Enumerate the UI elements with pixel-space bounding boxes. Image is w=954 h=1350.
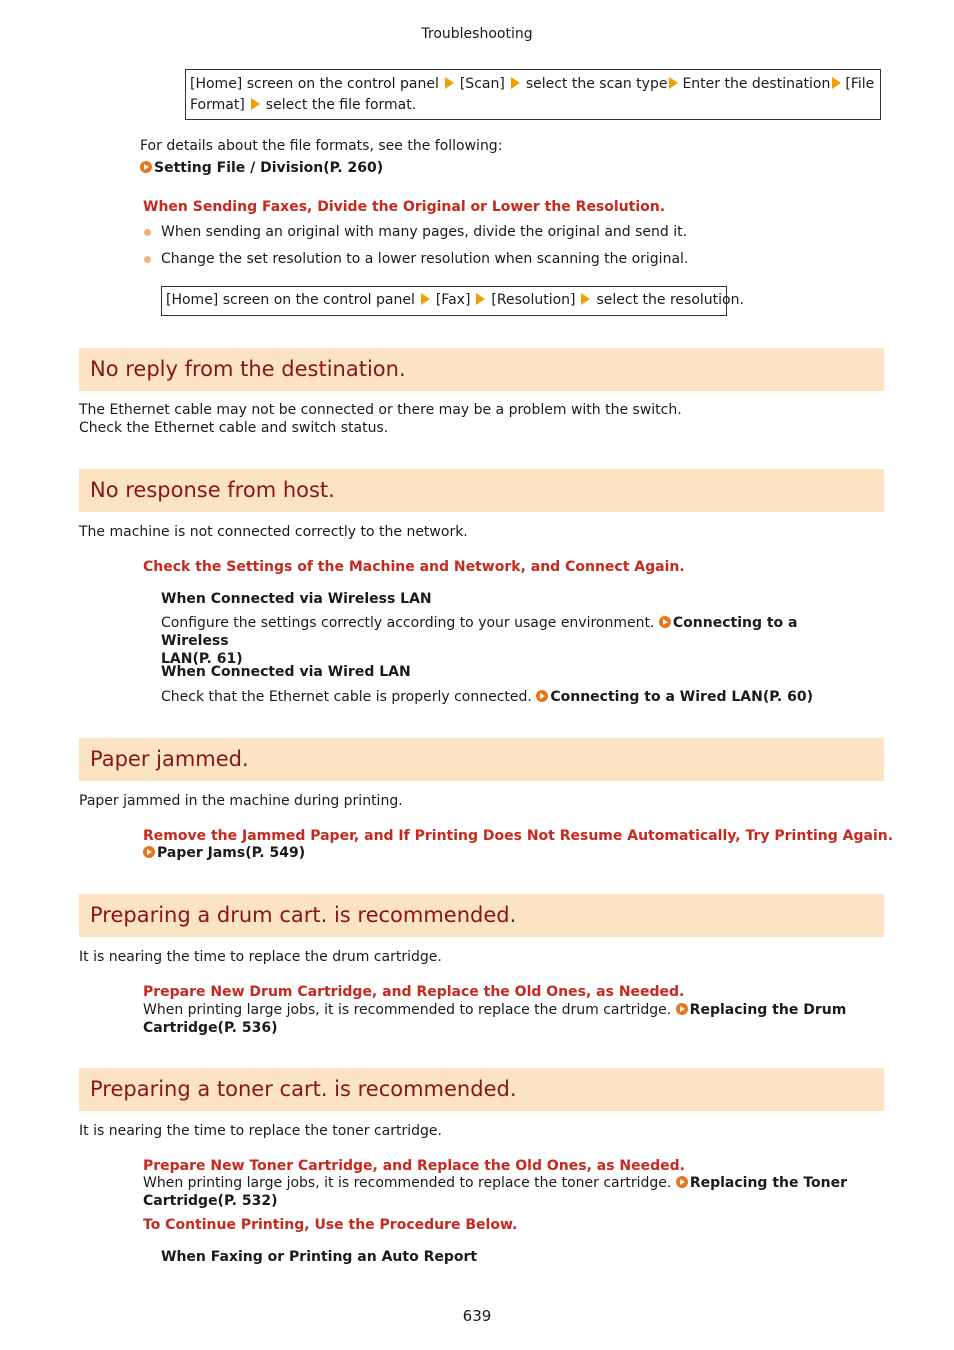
fax-heading: When Sending Faxes, Divide the Original or Lower the Resolution. (143, 199, 666, 215)
path-scan: [Scan] (459, 76, 505, 92)
link-label: Replacing the Drum (689, 1002, 847, 1018)
continue-printing-heading: To Continue Printing, Use the Procedure Below. (143, 1217, 518, 1233)
no-response-heading: Check the Settings of the Machine and Network, and Connect Again. (143, 559, 685, 575)
section-band-paper-jammed (79, 738, 884, 781)
drum-text: It is nearing the time to replace the drum cartridge. (79, 949, 442, 965)
link-label: Replacing the Toner (689, 1175, 848, 1191)
replacing-drum-link-cont[interactable]: Cartridge(P. 536) (143, 1020, 278, 1036)
link-arrow-icon (140, 161, 152, 173)
wireless-lan-text (161, 614, 861, 668)
path-fax: [Fax] (435, 292, 471, 308)
replacing-toner-link-cont[interactable]: Cartridge(P. 532) (143, 1193, 278, 1209)
arrow-right-icon (251, 98, 260, 110)
page-number: 639 (462, 1307, 492, 1325)
toner-body-text: When printing large jobs, it is recommended to replace the toner cartridge. (143, 1175, 672, 1191)
section-title: Preparing a drum cart. is recommended. (90, 903, 517, 927)
path-home: [Home] screen on the control panel (190, 76, 439, 92)
link-label: Connecting to a Wireless (161, 615, 798, 649)
paper-jams-link[interactable] (143, 844, 305, 862)
wireless-lan-link-cont[interactable]: LAN(P. 61) (161, 651, 243, 667)
wireless-lan-title: When Connected via Wireless LAN (161, 591, 432, 607)
path-home: [Home] screen on the control panel (166, 292, 415, 308)
arrow-right-icon (581, 293, 590, 305)
path-file-2: Format] (190, 97, 245, 113)
paper-jammed-heading: Remove the Jammed Paper, and If Printing Does Not Resume Automatically, Try Printing Again. (143, 828, 894, 844)
wired-text: Check that the Ethernet cable is properly connected. (161, 689, 532, 705)
section-band-drum (79, 894, 884, 937)
toner-heading: Prepare New Toner Cartridge, and Replace the Old Ones, as Needed. (143, 1158, 685, 1174)
section-band-no-response (79, 469, 884, 512)
toner-body (143, 1174, 863, 1210)
section-title: Paper jammed. (90, 747, 249, 771)
arrow-right-icon (669, 77, 678, 89)
fax-bullet-1: When sending an original with many pages, divide the original and send it. (161, 224, 688, 240)
fax-resolution-path-box (161, 286, 744, 316)
arrow-right-icon (476, 293, 485, 305)
wired-lan-text (161, 688, 813, 706)
drum-heading: Prepare New Drum Cartridge, and Replace the Old Ones, as Needed. (143, 984, 685, 1000)
link-label: Setting File / Division(P. 260) (154, 160, 384, 176)
link-arrow-icon (676, 1176, 688, 1188)
bullet-icon (144, 229, 151, 236)
path-file-1: [File (845, 76, 875, 92)
link-label: Connecting to a Wired LAN(P. 60) (550, 689, 813, 705)
link-arrow-icon (676, 1003, 688, 1015)
link-arrow-icon (143, 846, 155, 858)
fax-bullet-2: Change the set resolution to a lower resolution when scanning the original. (161, 251, 689, 267)
scan-format-path-box (185, 69, 881, 120)
wireless-text: Configure the settings correctly according to your usage environment. (161, 615, 655, 631)
section-title: No reply from the destination. (90, 357, 406, 381)
path-select-format: select the file format. (265, 97, 417, 113)
auto-report-title: When Faxing or Printing an Auto Report (161, 1249, 478, 1265)
section-band-toner (79, 1068, 884, 1111)
path-select-resolution: select the resolution. (596, 292, 744, 308)
drum-body-text: When printing large jobs, it is recommended to replace the drum cartridge. (143, 1002, 672, 1018)
drum-body (143, 1001, 863, 1037)
path-scan-type: select the scan type (525, 76, 668, 92)
path-destination: Enter the destination (682, 76, 831, 92)
path-resolution: [Resolution] (491, 292, 576, 308)
no-reply-line-1: The Ethernet cable may not be connected or there may be a problem with the switch. (79, 402, 682, 418)
arrow-right-icon (445, 77, 454, 89)
replacing-drum-link[interactable] (676, 1002, 847, 1018)
replacing-toner-link[interactable] (676, 1175, 847, 1191)
no-response-text: The machine is not connected correctly to the network. (79, 524, 468, 540)
arrow-right-icon (421, 293, 430, 305)
section-title: Preparing a toner cart. is recommended. (90, 1077, 517, 1101)
section-title: No response from host. (90, 478, 335, 502)
setting-file-division-link[interactable] (140, 159, 383, 177)
no-reply-line-2: Check the Ethernet cable and switch status. (79, 420, 389, 436)
toner-text: It is nearing the time to replace the toner cartridge. (79, 1123, 442, 1139)
wired-lan-link[interactable] (536, 689, 813, 705)
file-format-details-text: For details about the file formats, see the following: (140, 138, 503, 154)
link-arrow-icon (536, 690, 548, 702)
section-band-no-reply (79, 348, 884, 391)
arrow-right-icon (511, 77, 520, 89)
wired-lan-title: When Connected via Wired LAN (161, 664, 411, 680)
page-header: Troubleshooting (421, 26, 533, 42)
paper-jammed-text: Paper jammed in the machine during printing. (79, 793, 403, 809)
link-label: Paper Jams(P. 549) (157, 845, 306, 861)
bullet-icon (144, 256, 151, 263)
link-arrow-icon (659, 616, 671, 628)
arrow-right-icon (832, 77, 841, 89)
